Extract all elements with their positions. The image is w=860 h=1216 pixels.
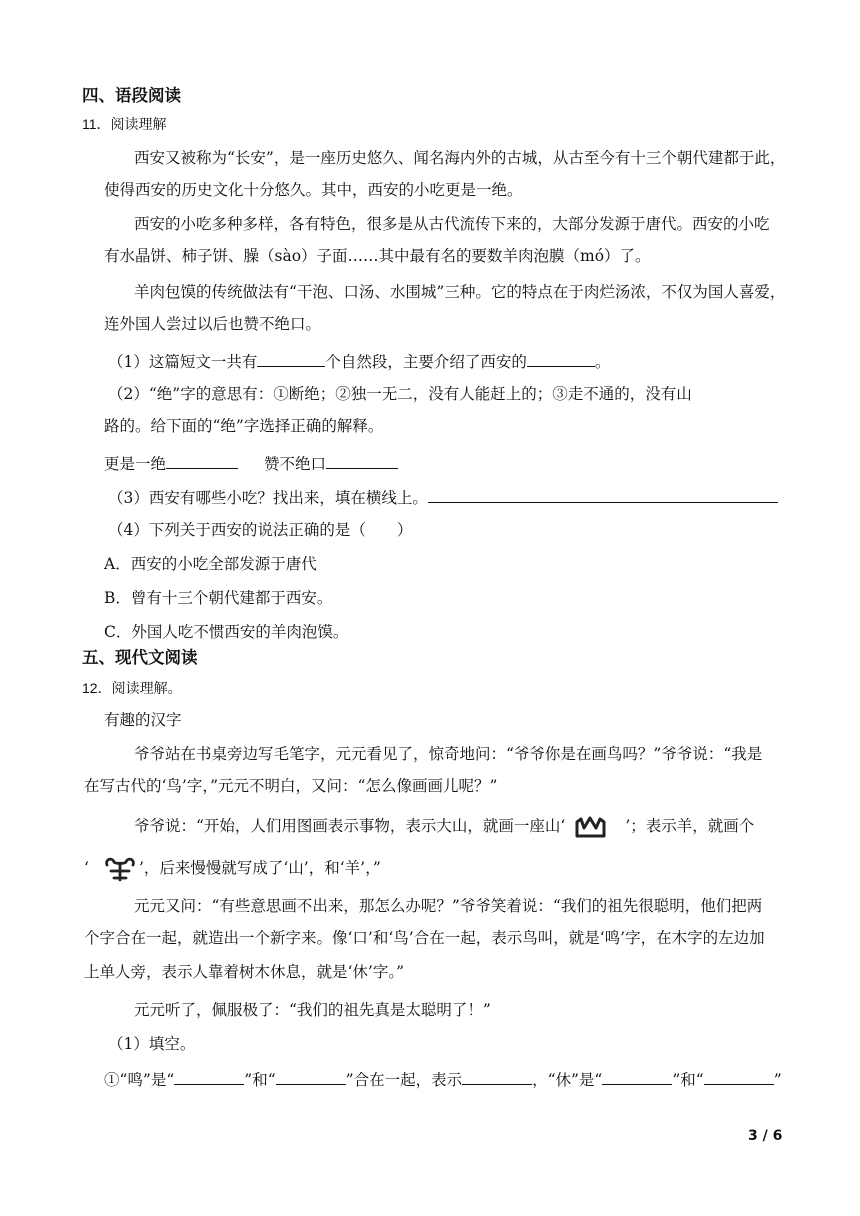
passage-line: 使得西安的历史文化十分悠久。其中，西安的小吃更是一绝。 (104, 181, 523, 199)
passage-text: ‘ (84, 859, 89, 877)
passage-line: 羊肉包馍的传统做法有“干泡、口汤、水围城”三种。它的特点在于肉烂汤浓，不仅为国人喜爱， (134, 283, 786, 301)
question-label: 11．阅读理解 (82, 116, 167, 132)
subquestion-2-cont: 路的。给下面的“绝”字选择正确的解释。 (104, 417, 384, 435)
answer-blank[interactable] (704, 1068, 774, 1085)
passage-line: 西安又被称为“长安”，是一座历史悠久、闻名海内外的古城，从古至今有十三个朝代建都于此， (134, 149, 786, 167)
subquestion-text: 个自然段，主要介绍了西安的 (325, 353, 527, 371)
passage-text: ’，后来慢慢就写成了‘山’，和‘羊’，” (138, 859, 381, 877)
option-c[interactable]: C．外国人吃不惯西安的羊肉泡馍。 (104, 623, 349, 641)
passage-line (84, 856, 381, 882)
subquestion-text: 。 (594, 353, 611, 371)
answer-blank[interactable] (428, 486, 778, 503)
answer-blank[interactable] (326, 452, 398, 469)
subquestion-3 (108, 486, 778, 508)
section-heading: 五、现代文阅读 (82, 648, 198, 667)
fill-text: ”和“ (672, 1071, 704, 1089)
passage-line (134, 816, 754, 838)
passage-text: 爷爷说：“开始，人们用图画表示事物，表示大山，就画一座山‘ (134, 817, 566, 835)
mountain-pictograph-icon (571, 816, 619, 838)
page-number: 3 / 6 (748, 1128, 783, 1144)
subquestion-2: （2）“绝”字的意思有：①断绝；②独一无二，没有人能赶上的；③走不通的，没有山 (108, 385, 692, 403)
choice-item: 更是一绝 (104, 455, 167, 473)
subquestion-text: （1）这篇短文一共有 (108, 353, 258, 371)
passage-line: 西安的小吃多种多样，各有特色，很多是从古代流传下来的，大部分发源于唐代。西安的小吃 (134, 215, 770, 233)
passage-line: 元元又问：“有些意思画不出来，那怎么办呢？”爷爷笑着说：“我们的祖先很聪明，他们把两 (134, 897, 763, 915)
subquestion-1 (108, 350, 610, 372)
answer-blank[interactable] (527, 350, 595, 367)
answer-blank[interactable] (174, 1068, 244, 1085)
section-heading: 四、语段阅读 (82, 86, 181, 105)
fill-text: ”和“ (244, 1071, 276, 1089)
subquestion-2-choices (104, 452, 398, 474)
answer-blank[interactable] (257, 350, 325, 367)
answer-blank[interactable] (462, 1068, 532, 1085)
passage-line: 个字合在一起，就造出一个新字来。像‘口’和‘鸟’合在一起，表示鸟叫，就是‘鸣’字，在木字的左边加 (84, 929, 765, 947)
passage-line: 爷爷站在书桌旁边写毛笔字，元元看见了，惊奇地问：“爷爷你是在画鸟吗？”爷爷说：“我是 (134, 745, 763, 763)
choice-item: 赞不绝口 (264, 455, 327, 473)
passage-line: 上单人旁，表示人靠着树木休息，就是‘休’字。” (84, 963, 405, 981)
fill-text: ①“鸣”是“ (104, 1071, 175, 1089)
answer-blank[interactable] (166, 452, 238, 469)
subquestion-4: （4）下列关于西安的说法正确的是（ ） (108, 521, 413, 539)
sheep-pictograph-icon (103, 856, 137, 882)
passage-line: 元元听了，佩服极了：“我们的祖先真是太聪明了！” (134, 1001, 491, 1019)
subquestion-text: （3）西安有哪些小吃？找出来，填在横线上。 (108, 489, 428, 507)
passage-text: ’；表示羊，就画个 (625, 817, 755, 835)
answer-blank[interactable] (602, 1068, 672, 1085)
subquestion-1: （1）填空。 (108, 1035, 196, 1053)
passage-line: 有水晶饼、柿子饼、臊（sào）子面……其中最有名的要数羊肉泡膜（mó）了。 (104, 247, 651, 265)
answer-blank[interactable] (276, 1068, 346, 1085)
passage-line: 连外国人尝过以后也赞不绝口。 (104, 315, 322, 333)
fill-text: ，“休”是“ (532, 1071, 603, 1089)
option-a[interactable]: A．西安的小吃全部发源于唐代 (104, 555, 317, 573)
option-b[interactable]: B．曾有十三个朝代建都于西安。 (104, 589, 333, 607)
passage-title: 有趣的汉字 (104, 711, 182, 729)
fill-text: ”合在一起，表示 (345, 1071, 463, 1089)
fill-text: ” (773, 1071, 782, 1089)
passage-line: 在写古代的‘鸟’字，”元元不明白，又问：“怎么像画画儿呢？” (84, 777, 498, 795)
question-label: 12．阅读理解。 (82, 680, 182, 696)
fill-in-row (104, 1068, 782, 1090)
